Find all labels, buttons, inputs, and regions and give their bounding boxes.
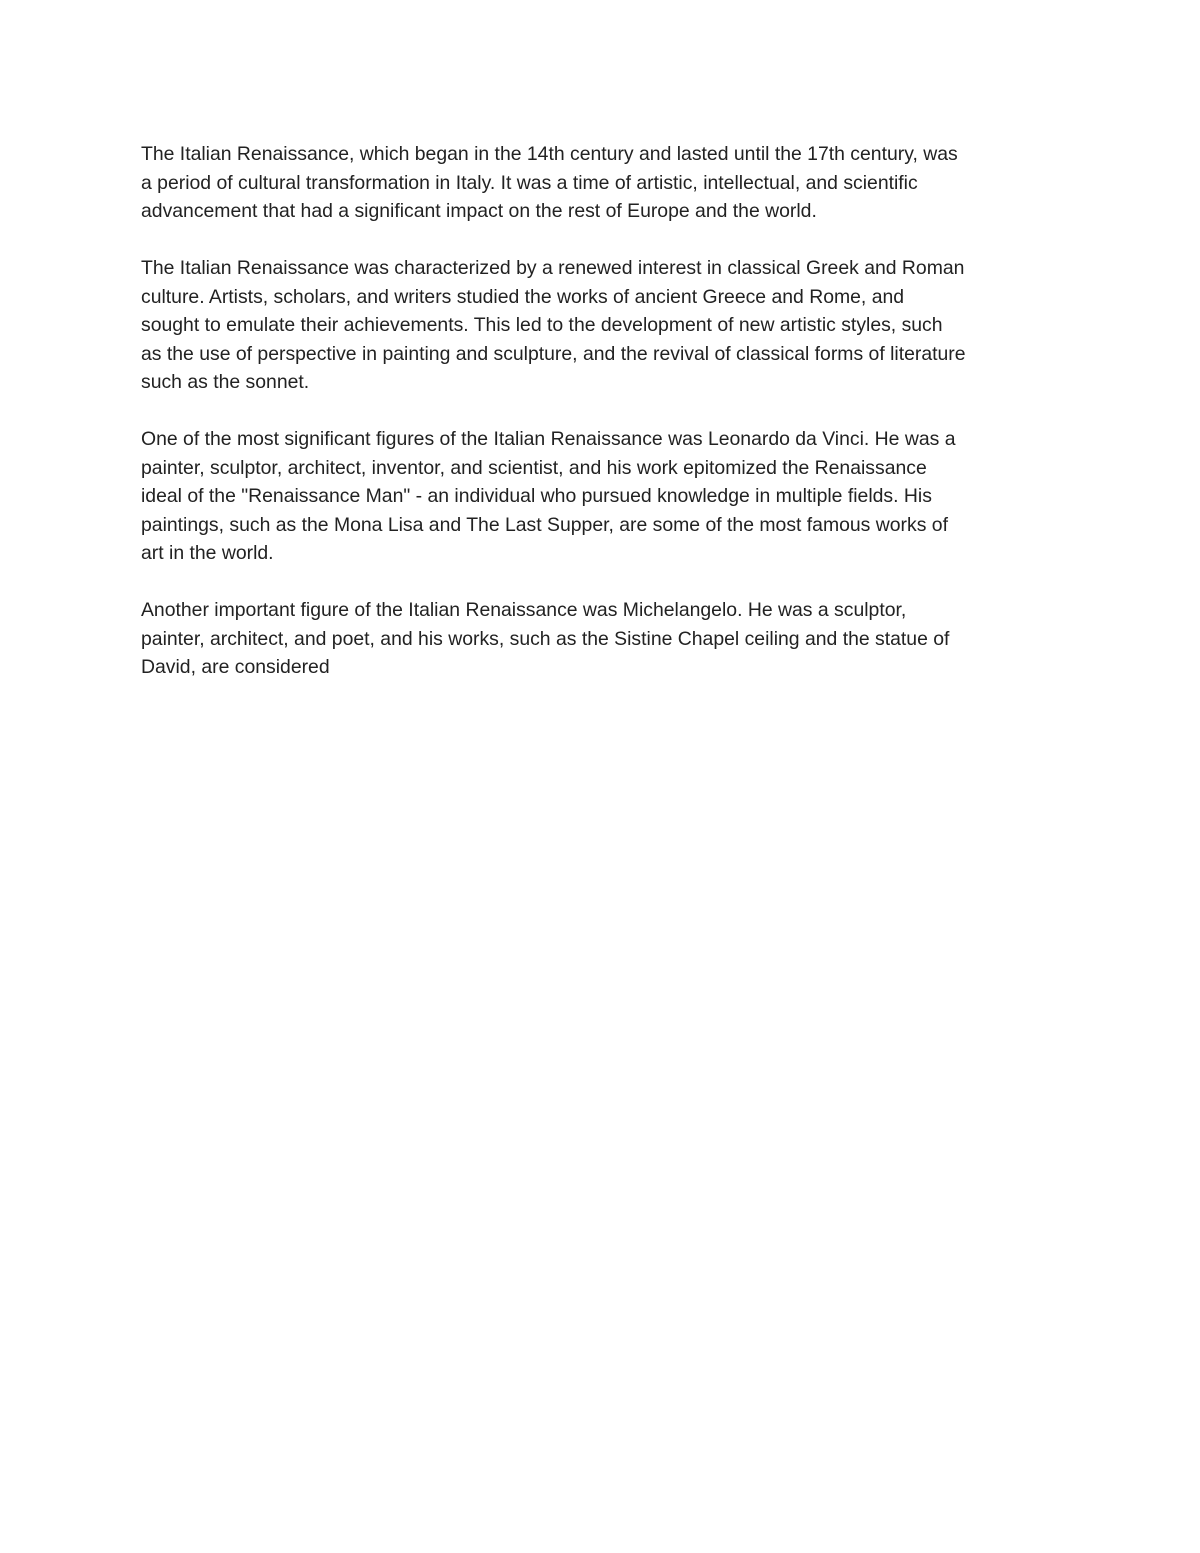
paragraph-leonardo: One of the most significant figures of the Italian Renaissance was Leonardo da Vinci. He was a painter, sculptor, architect, inventor, and scientist, and his work epitomized the Renaissance ideal of the "Renaissance Man" - an individual who pursued knowledge in multiple fields. His paintings, such as the Mona Lisa and The Last Supper, are some of the most famous works of art in the world. [141,428,956,564]
document-body [141,140,1066,710]
paragraph-michelangelo: Another important figure of the Italian Renaissance was Michelangelo. He was a sculptor, painter, architect, and poet, and his works, such as the Sistine Chapel ceiling and the statue of David, are considered [141,599,950,678]
paragraph-intro: The Italian Renaissance, which began in the 14th century and lasted until the 17th century, was a period of cultural transformation in Italy. It was a time of artistic, intellectual, and scientific advancement that had a significant impact on the rest of Europe and the world. [141,143,958,222]
paragraph-classical-interest: The Italian Renaissance was characterized by a renewed interest in classical Greek and Roman culture. Artists, scholars, and writers studied the works of ancient Greece and Rome, and sought to emulate their achievements. This led to the development of new artistic styles, such as the use of perspective in painting and sculpture, and the revival of classical forms of literature such as the sonnet. [141,257,966,393]
